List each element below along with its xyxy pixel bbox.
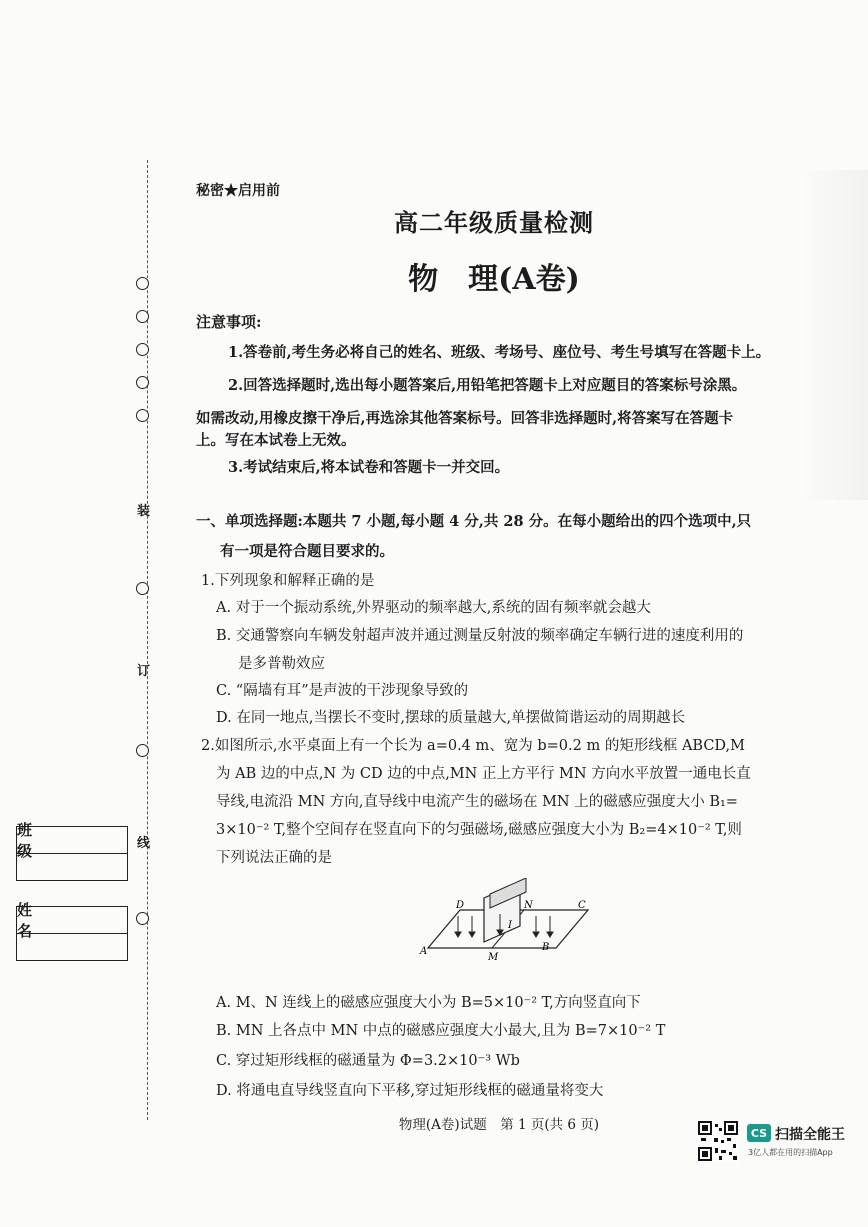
class-box [16,821,128,881]
q1-option-a: A. 对于一个振动系统,外界驱动的频率越大,系统的固有频率就会越大 [216,600,651,616]
q2-stem-line: 为 AB 边的中点,N 为 CD 边的中点,MN 正上方平行 MN 方向水平放置一通电长直 [216,766,751,782]
q2-stem-line: 导线,电流沿 MN 方向,直导线中电流产生的磁场在 MN 上的磁感应强度大小 B₁= [216,794,738,810]
notice-heading: 注意事项: [196,313,262,331]
scanner-tagline: 3亿人都在用的扫描App [748,1148,833,1157]
notice-line: 1.答卷前,考生务必将自己的姓名、班级、考场号、座位号、考生号填写在答题卡上。 [228,344,771,361]
binding-hole [136,582,149,595]
label-N: N [524,900,533,911]
section-heading-cont: 有一项是符合题目要求的。 [220,543,394,560]
q1-option-b-cont: 是多普勒效应 [238,656,325,672]
qr-code-icon [697,1120,739,1162]
label-D: D [456,900,465,911]
scanner-brand: 扫描全能王 [775,1127,845,1143]
label-I: I [508,920,512,931]
q2-option-d: D. 将通电直导线竖直向下平移,穿过矩形线框的磁通量将变大 [216,1083,604,1099]
confidential-mark: 秘密★启用前 [196,183,280,199]
q2-stem-line: 下列说法正确的是 [216,850,332,866]
label-M: M [488,952,499,963]
notice-line: 3.考试结束后,将本试卷和答题卡一并交回。 [228,459,510,476]
binding-char-xian: 线 [137,836,151,851]
class-label: 班 级 [17,827,127,854]
notice-line: 上。写在本试卷上无效。 [196,432,356,449]
binding-hole [136,912,149,925]
scanner-logo-icon: CS [747,1124,771,1142]
label-A: A [420,946,428,957]
q2-figure [418,878,594,966]
q1-stem: 1.下列现象和解释正确的是 [201,573,375,589]
q2-option-a: A. M、N 连线上的磁感应强度大小为 B=5×10⁻² T,方向竖直向下 [216,995,641,1011]
notice-line: 2.回答选择题时,选出每小题答案后,用铅笔把答题卡上对应题目的答案标号涂黑。 [228,377,747,394]
section-heading: 一、单项选择题:本题共 7 小题,每小题 4 分,共 28 分。在每小题给出的四个选项中,只 [196,513,752,530]
label-C: C [578,900,586,911]
label-B: B [542,942,550,953]
q1-option-d: D. 在同一地点,当摆长不变时,摆球的质量越大,单摆做简谐运动的周期越长 [216,710,686,726]
q2-stem-line: 3×10⁻² T,整个空间存在竖直向下的匀强磁场,磁感应强度大小为 B₂=4×10⁻² T,则 [216,822,742,838]
name-box [16,901,128,961]
binding-dashed-line [147,160,148,1120]
q2-stem-line: 2.如图所示,水平桌面上有一个长为 a=0.4 m、宽为 b=0.2 m 的矩形线框 ABCD,M [201,738,745,754]
q1-option-c: C. “隔墙有耳”是声波的干涉现象导致的 [216,683,469,699]
binding-char-zhuang: 装 [137,504,151,519]
q1-option-b: B. 交通警察向车辆发射超声波并通过测量反射波的频率确定车辆行进的速度利用的 [216,628,744,644]
binding-hole [136,343,149,356]
binding-hole [136,376,149,389]
binding-char-ding: 订 [137,664,151,679]
q2-option-b: B. MN 上各点中 MN 中点的磁感应强度大小最大,且为 B=7×10⁻² T [216,1023,666,1039]
name-label: 姓 名 [17,907,127,934]
binding-hole [136,310,149,323]
binding-hole [136,744,149,757]
q2-option-c: C. 穿过矩形线框的磁通量为 Φ=3.2×10⁻³ Wb [216,1053,520,1069]
exam-title: 高二年级质量检测 [394,208,594,237]
page-footer: 物理(A卷)试题 第 1 页(共 6 页) [398,1117,600,1133]
subject-title: 物 理(A卷) [408,262,580,297]
notice-line: 如需改动,用橡皮擦干净后,再选涂其他答案标号。回答非选择题时,将答案写在答题卡 [196,410,734,427]
binding-hole [136,409,149,422]
